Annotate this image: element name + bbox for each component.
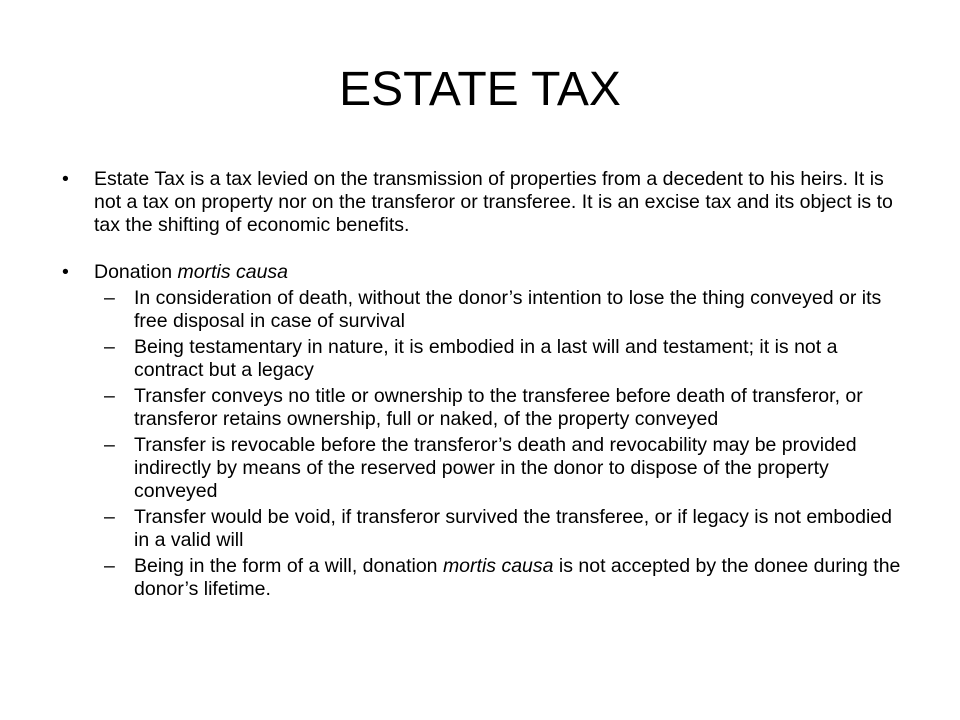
bullet-text: Donation — [94, 261, 178, 283]
dash-mark: – — [104, 287, 115, 309]
sub-bullet-text-italic: mortis causa — [442, 555, 554, 577]
dash-mark: – — [104, 336, 115, 358]
sub-bullet — [104, 336, 912, 382]
sub-bullet — [104, 555, 912, 601]
sub-bullet — [104, 506, 912, 552]
sub-bullet-text-end: is not accepted by the donee during the donor’s lifetime. — [134, 555, 901, 600]
dash-mark: – — [104, 434, 115, 456]
bullet-mark: • — [62, 261, 69, 283]
bullet-text: Estate Tax is a tax levied on the transmission of properties from a decedent to his heirs. It is not a tax on property nor on the transferor or transferee. It is an excise tax and its object is to tax the shifting of economic benefits. — [94, 168, 893, 236]
paragraph-spacer — [62, 237, 912, 261]
sub-bullet-text: Transfer is revocable before the transferor’s death and revocability may be provided indirectly by means of the reserved power in the donor to dispose of the property conveyed — [134, 434, 857, 502]
bullet-donation-mortis-causa — [62, 261, 912, 284]
sub-bullet-text: Being testamentary in nature, it is embodied in a last will and testament; it is not a contract but a legacy — [134, 336, 838, 381]
bullet-estate-tax-definition — [62, 168, 912, 237]
sub-bullet — [104, 385, 912, 431]
sub-bullet-text: Being in the form of a will, donation — [134, 555, 443, 577]
dash-mark: – — [104, 555, 115, 577]
sub-bullet — [104, 287, 912, 333]
slide-body — [62, 168, 912, 601]
sub-bullet-text: In consideration of death, without the donor’s intention to lose the thing conveyed or its free disposal in case of survival — [134, 287, 882, 332]
bullet-mark: • — [62, 168, 69, 190]
slide-title: ESTATE TAX — [339, 63, 621, 116]
dash-mark: – — [104, 385, 115, 407]
sub-bullet-text: Transfer would be void, if transferor survived the transferee, or if legacy is not embodied in a valid will — [134, 506, 892, 551]
dash-mark: – — [104, 506, 115, 528]
sub-bullet — [104, 434, 912, 503]
bullet-text-italic: mortis causa — [177, 261, 289, 283]
sub-bullet-text: Transfer conveys no title or ownership to the transferee before death of transferor, or transferor retains ownership, full or naked, of the property conveyed — [134, 385, 863, 430]
